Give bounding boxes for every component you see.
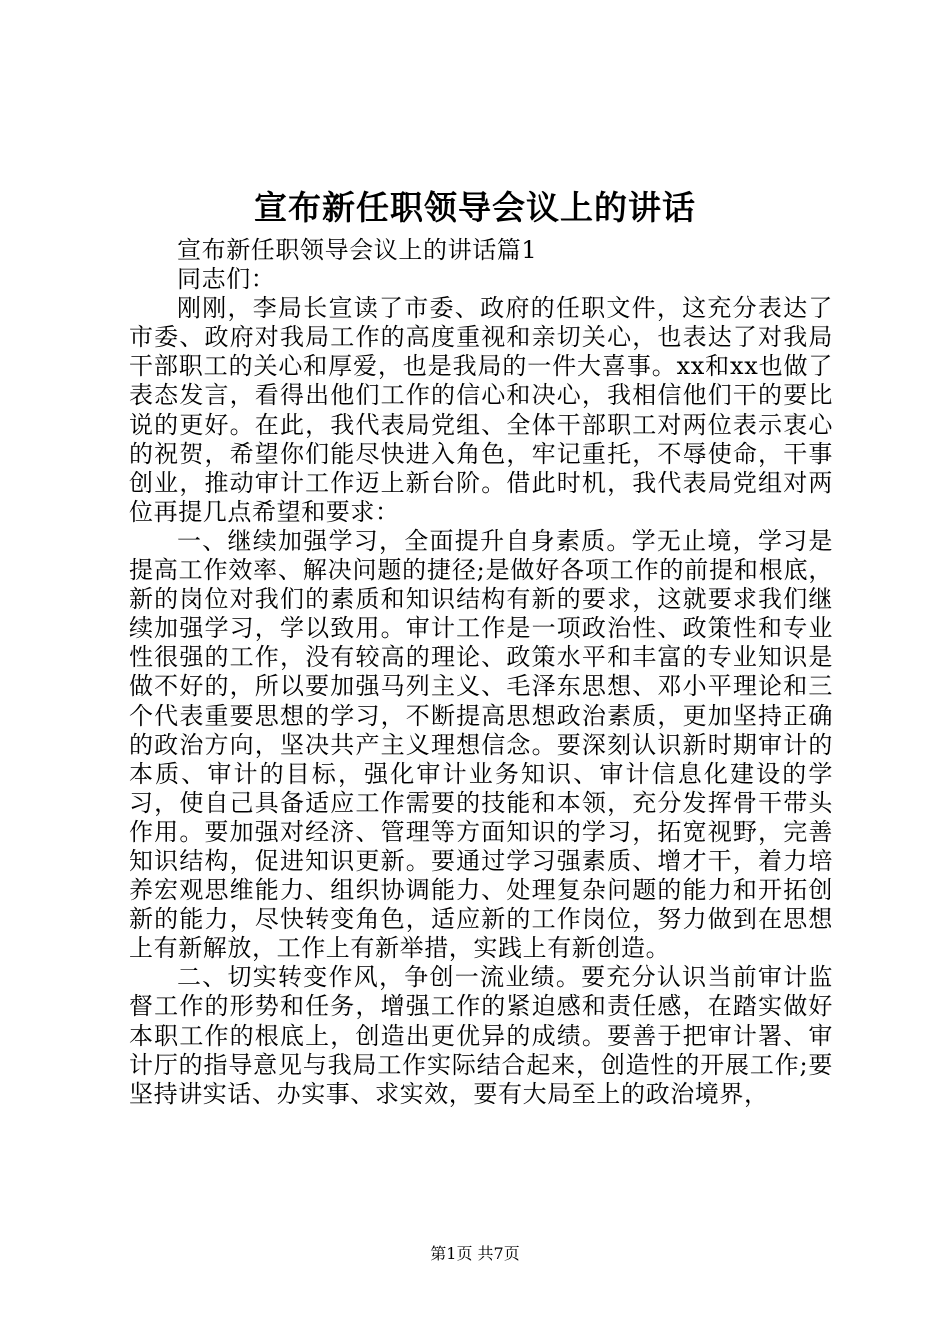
paragraph-intro: 刚刚，李局长宣读了市委、政府的任职文件，这充分表达了市委、政府对我局工作的高度重视和亲切关心，也表达了对我局干部职工的关心和厚爱，也是我局的一件大喜事。xx和xx也做了表态发言，看得出他们工作的信心和决心，我相信他们干的要比说的更好。在此，我代表局党组、全体干部职工对两位表示衷心的祝贺，希望你们能尽快进入角色，牢记重托，不辱使命，干事创业，推动审计工作迈上新台阶。借此时机，我代表局党组对两位再提几点希望和要求： bbox=[129, 294, 833, 526]
document-subtitle: 宣布新任职领导会议上的讲话篇1 bbox=[177, 236, 538, 264]
page-footer: 第1页 共7页 bbox=[430, 1244, 520, 1263]
salutation: 同志们： bbox=[177, 265, 276, 294]
document-title: 宣布新任职领导会议上的讲话 bbox=[254, 188, 696, 227]
document-body bbox=[129, 236, 833, 1109]
paragraph-point-two: 二、切实转变作风，争创一流业绩。要充分认识当前审计监督工作的形势和任务，增强工作的紧迫感和责任感，在踏实做好本职工作的根底上，创造出更优异的成绩。要善于把审计署、审计厅的指导意见与我局工作实际结合起来，创造性的开展工作;要坚持讲实话、办实事、求实效，要有大局至上的政治境界， bbox=[129, 963, 833, 1108]
paragraph-point-one: 一、继续加强学习，全面提升自身素质。学无止境，学习是提高工作效率、解决问题的捷径;是做好各项工作的前提和根底，新的岗位对我们的素质和知识结构有新的要求，这就要求我们继续加强学习，学以致用。审计工作是一项政治性、政策性和专业性很强的工作，没有较高的理论、政策水平和丰富的专业知识是做不好的，所以要加强马列主义、毛泽东思想、邓小平理论和三个代表重要思想的学习，不断提高思想政治素质，更加坚持正确的政治方向，坚决共产主义理想信念。要深刻认识新时期审计的本质、审计的目标，强化审计业务知识、审计信息化建设的学习，使自己具备适应工作需要的技能和本领，充分发挥骨干带头作用。要加强对经济、管理等方面知识的学习，拓宽视野，完善知识结构，促进知识更新。要通过学习强素质、增才干，着力培养宏观思维能力、组织协调能力、处理复杂问题的能力和开拓创新的能力，尽快转变角色，适应新的工作岗位，努力做到在思想上有新解放，工作上有新举措，实践上有新创造。 bbox=[129, 526, 833, 963]
